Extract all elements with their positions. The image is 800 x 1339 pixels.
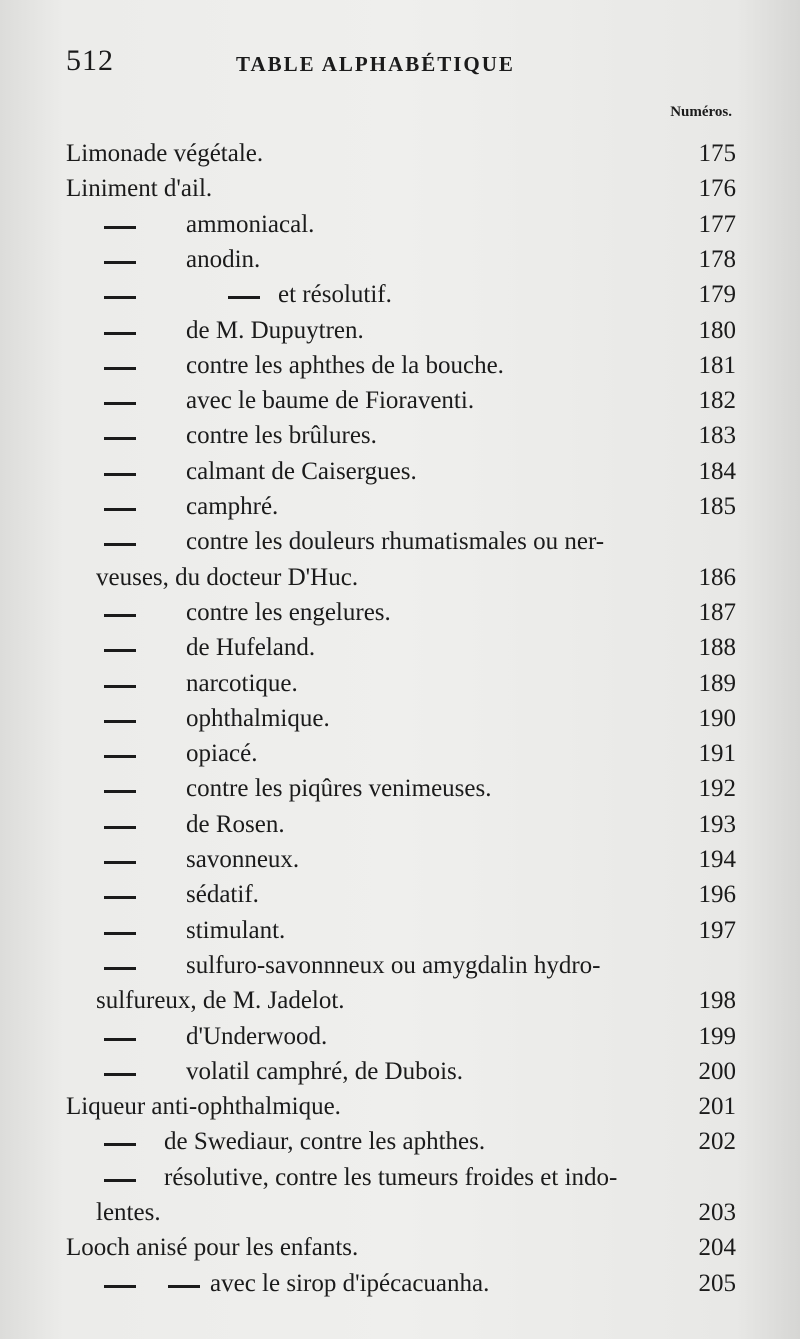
entry-text: camphré. xyxy=(186,493,279,520)
index-entry xyxy=(0,1019,800,1055)
ditto-dash xyxy=(104,614,136,617)
ditto-dash xyxy=(104,402,136,405)
entry-text: contre les aphthes de la bouche. xyxy=(186,351,504,379)
ditto-dash xyxy=(168,1285,200,1288)
ditto-dash xyxy=(104,296,136,299)
entry-text: veuses, du docteur D'Huc. xyxy=(96,563,359,591)
ditto-dash xyxy=(104,1073,136,1076)
index-entry xyxy=(0,1124,800,1160)
ditto-dash xyxy=(104,790,136,793)
index-entry xyxy=(0,1230,800,1266)
entry-number: 188 xyxy=(698,634,736,662)
index-entry xyxy=(0,701,800,737)
entry-text: lentes. xyxy=(96,1199,161,1226)
ditto-dash xyxy=(104,1285,136,1288)
entry-number: 175 xyxy=(698,140,736,167)
entry-text: avec le sirop d'ipécacuanha. xyxy=(210,1269,490,1297)
index-entry xyxy=(0,136,800,172)
ditto-dash xyxy=(104,932,136,935)
index-entry xyxy=(0,842,800,878)
entry-number: 203 xyxy=(698,1199,736,1226)
entry-number: 186 xyxy=(698,563,736,591)
index-entry xyxy=(0,771,800,807)
entry-text: volatil camphré, de Dubois. xyxy=(186,1057,464,1085)
ditto-dash xyxy=(104,473,136,476)
entry-text: de Hufeland. xyxy=(186,634,316,662)
index-entry xyxy=(0,277,800,313)
column-label: Numéros. xyxy=(670,104,732,120)
ditto-dash xyxy=(104,1038,136,1041)
ditto-dash xyxy=(104,1143,136,1146)
ditto-dash xyxy=(104,896,136,899)
ditto-dash xyxy=(104,226,136,229)
entry-text: Liqueur anti-ophthalmique. xyxy=(66,1093,341,1121)
index-entry xyxy=(0,1054,800,1090)
index-entry xyxy=(0,418,800,454)
ditto-dash xyxy=(104,508,136,511)
entry-text: de Swediaur, contre les aphthes. xyxy=(164,1128,486,1156)
page-number: 512 xyxy=(66,44,114,77)
entry-number: 183 xyxy=(698,422,736,450)
entry-number: 176 xyxy=(698,175,736,203)
entry-number: 194 xyxy=(698,846,736,873)
entry-number: 178 xyxy=(698,245,736,273)
entry-text: opiacé. xyxy=(186,740,258,768)
entry-text: ammoniacal. xyxy=(186,210,315,238)
entry-number: 199 xyxy=(698,1022,736,1050)
entry-number: 185 xyxy=(698,493,736,520)
entry-number: 197 xyxy=(698,916,736,944)
entry-text: de Rosen. xyxy=(186,810,285,838)
index-entry xyxy=(0,1266,800,1302)
index-entry xyxy=(0,560,800,596)
entry-number: 189 xyxy=(698,669,736,697)
entry-text: calmant de Caisergues. xyxy=(186,457,417,485)
index-entry xyxy=(0,666,800,702)
index-entry xyxy=(0,207,800,243)
entry-number: 180 xyxy=(698,316,736,344)
index-entry xyxy=(0,383,800,419)
ditto-dash xyxy=(104,649,136,652)
ditto-dash xyxy=(228,296,260,299)
entry-text: avec le baume de Fioraventi. xyxy=(186,387,475,415)
ditto-dash xyxy=(104,967,136,970)
entry-number: 191 xyxy=(698,740,736,768)
entry-number: 177 xyxy=(698,210,736,238)
ditto-dash xyxy=(104,685,136,688)
entry-number: 193 xyxy=(698,810,736,838)
index-entry xyxy=(0,313,800,349)
index-entry xyxy=(0,983,800,1019)
index-entry xyxy=(0,595,800,631)
index-entry xyxy=(0,736,800,772)
entry-text: ophthalmique. xyxy=(186,704,330,732)
page-header xyxy=(66,44,740,84)
ditto-dash xyxy=(104,367,136,370)
entry-number: 204 xyxy=(698,1234,736,1262)
ditto-dash xyxy=(104,720,136,723)
entry-number: 198 xyxy=(698,987,736,1015)
entry-text: contre les piqûres venimeuses. xyxy=(186,775,492,803)
entry-number: 179 xyxy=(698,281,736,309)
index-entry xyxy=(0,630,800,666)
entry-number: 205 xyxy=(698,1269,736,1297)
index-entry xyxy=(0,171,800,207)
entry-number: 192 xyxy=(698,775,736,803)
index-entry xyxy=(0,242,800,278)
entry-text: contre les douleurs rhumatismales ou ner- xyxy=(186,528,605,556)
entry-text: Liniment d'ail. xyxy=(66,175,213,203)
ditto-dash xyxy=(104,332,136,335)
ditto-dash xyxy=(104,261,136,264)
entry-number: 182 xyxy=(698,387,736,415)
index-entry xyxy=(0,913,800,949)
entry-text: sulfuro-savonnneux ou amygdalin hydro- xyxy=(186,951,601,979)
entry-number: 196 xyxy=(698,881,736,909)
entry-number: 201 xyxy=(698,1093,736,1121)
running-title: TABLE ALPHABÉTIQUE xyxy=(236,52,515,76)
ditto-dash xyxy=(104,861,136,864)
entry-number: 202 xyxy=(698,1128,736,1156)
index-entry xyxy=(0,1160,800,1196)
entry-text: d'Underwood. xyxy=(186,1022,328,1050)
index-entry xyxy=(0,877,800,913)
ditto-dash xyxy=(104,543,136,546)
index-entry xyxy=(0,454,800,490)
index-entry xyxy=(0,489,800,525)
entry-number: 187 xyxy=(698,598,736,626)
ditto-dash xyxy=(104,826,136,829)
entry-text: sulfureux, de M. Jadelot. xyxy=(96,987,345,1015)
entry-text: résolutive, contre les tumeurs froides et indo- xyxy=(164,1163,618,1191)
entry-text: sédatif. xyxy=(186,881,259,909)
entry-text: Looch anisé pour les enfants. xyxy=(66,1234,359,1262)
index-entry xyxy=(0,1195,800,1231)
entry-number: 200 xyxy=(698,1057,736,1085)
ditto-dash xyxy=(104,755,136,758)
entry-number: 181 xyxy=(698,351,736,379)
index-entry xyxy=(0,807,800,843)
entry-number: 184 xyxy=(698,457,736,485)
entry-text: et résolutif. xyxy=(278,281,392,309)
entry-text: Limonade végétale. xyxy=(66,140,264,167)
index-entry xyxy=(0,1089,800,1125)
entry-text: contre les engelures. xyxy=(186,598,391,626)
entry-text: anodin. xyxy=(186,245,261,273)
entry-number: 190 xyxy=(698,704,736,732)
index-entry xyxy=(0,948,800,984)
ditto-dash xyxy=(104,1179,136,1182)
entry-text: stimulant. xyxy=(186,916,286,944)
entry-text: de M. Dupuytren. xyxy=(186,316,364,344)
index-entry xyxy=(0,348,800,384)
entry-text: savonneux. xyxy=(186,846,300,873)
entry-text: narcotique. xyxy=(186,669,298,697)
ditto-dash xyxy=(104,437,136,440)
entry-text: contre les brûlures. xyxy=(186,422,377,450)
index-entry xyxy=(0,524,800,560)
